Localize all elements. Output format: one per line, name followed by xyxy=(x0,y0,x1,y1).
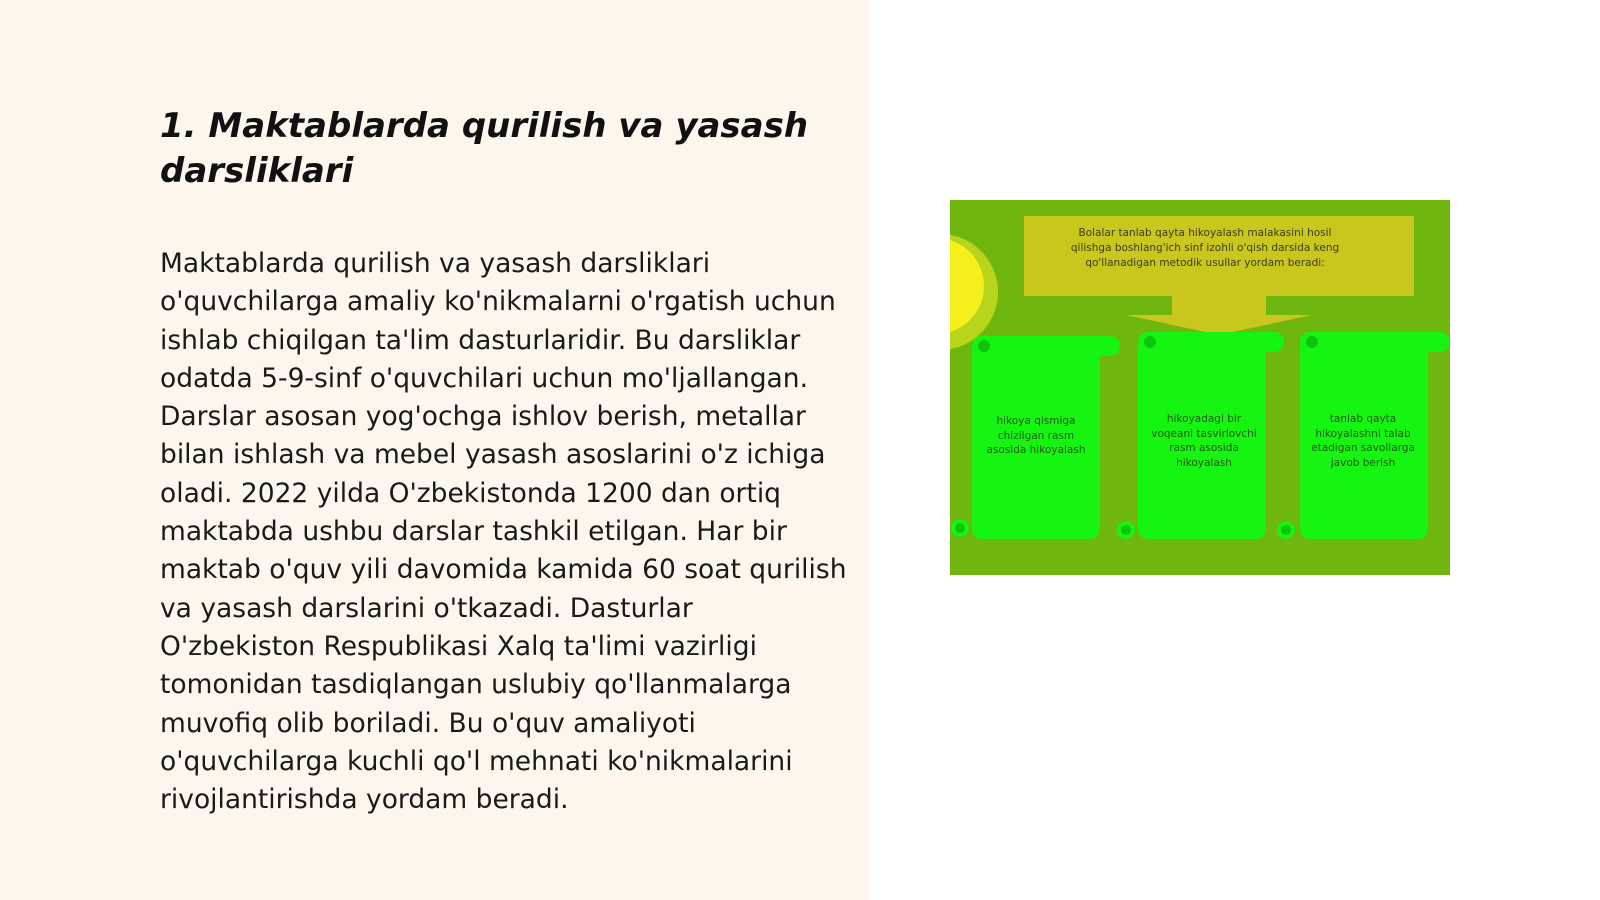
scroll-3-text: tanlab qayta hikoyalashni talab etadigan savollarga javob berish xyxy=(1311,413,1415,469)
diagram-image xyxy=(950,200,1450,575)
scroll-2-text: hikoyadagi bir voqeani tasvirlovchi rasm asosida hikoyalash xyxy=(1151,413,1257,469)
scroll-1-text: hikoya qismiga chizilgan rasm asosida hikoyalash xyxy=(986,415,1086,456)
arrow-down-icon xyxy=(1126,296,1312,335)
top-box-text: Bolalar tanlab qayta hikoyalash malakasini hosil qilishga boshlang'ich sinf izohli o'qish darsida keng qo'llanadigan metodik usullar yordam beradi: xyxy=(1070,227,1340,269)
slide-paragraph: Maktablarda qurilish va yasash darsliklari o'quvchilarga amaliy ko'nikmalarni o'rgatish uchun ishlab chiqilgan ta'lim dasturlaridir. Bu darsliklar odatda 5-9-sinf o'quvchilari uchun mo'ljallangan. Darslar asosan yog'ochga ishlov berish, metallar bilan ishlash va mebel yasash asoslarini o'z ichiga oladi. 2022 yilda O'zbekistonda 1200 dan ortiq maktabda ushbu darslar tashkil etilgan. Har bir maktab o'quv yili davomida kamida 60 soat qurilish va yasash darslarini o'tkazadi. Dasturlar O'zbekiston Respublikasi Xalq ta'limi vazirligi tomonidan tasdiqlangan uslubiy qo'llanmalarga muvofiq olib boriladi. Bu o'quv amaliyoti o'quvchilarga kuchli qo'l mehnati ko'nikmalarini rivojlantirishda yordam beradi. xyxy=(160,248,847,816)
slide-title: 1. Maktablarda qurilish va yasash darsliklari xyxy=(160,106,809,191)
